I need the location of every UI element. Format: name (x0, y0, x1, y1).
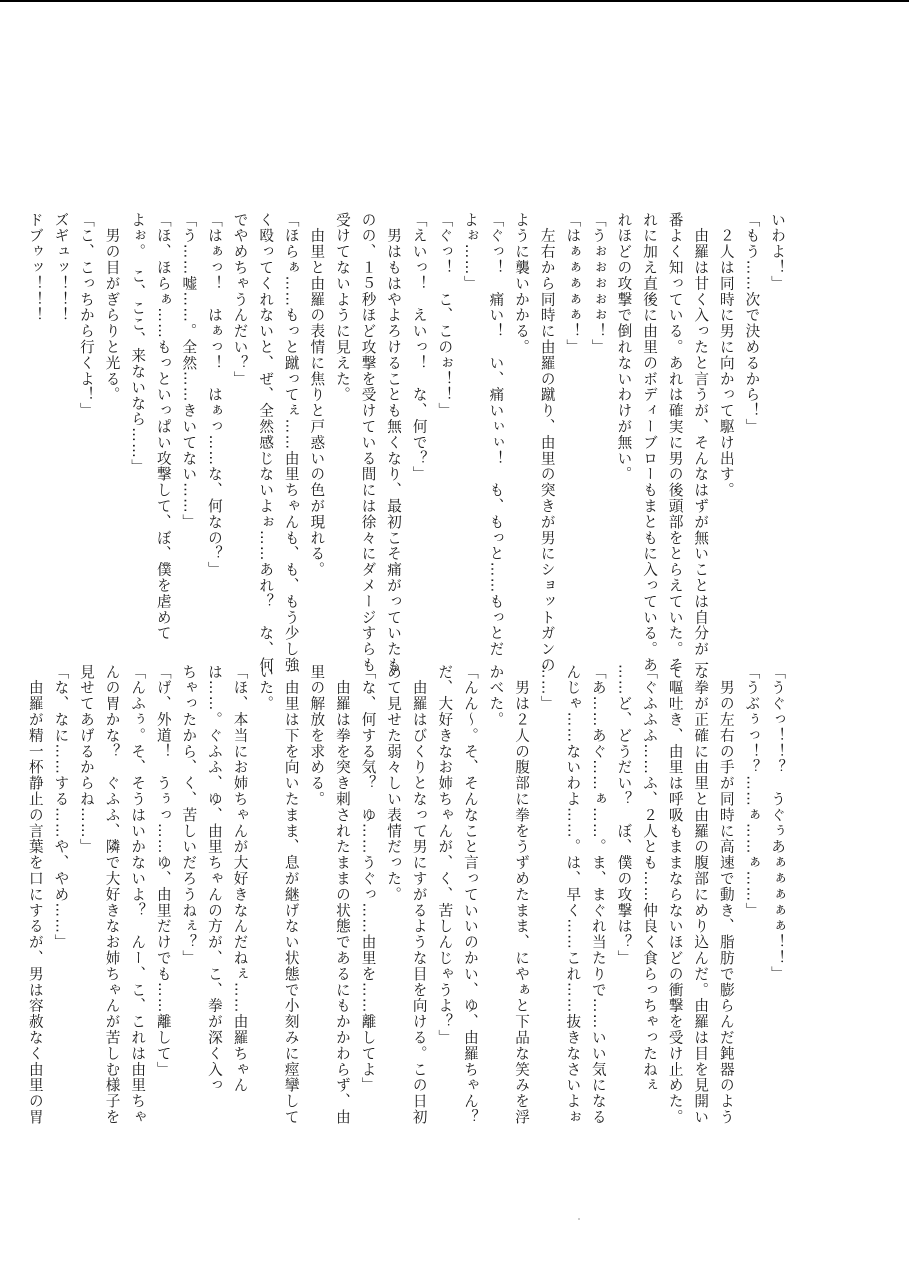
text-line: 「あ……あぐ……ぁ……。ま、まぐれ当たりで……いい気になる (589, 664, 607, 1126)
text-line: 番よく知っている。あれは確実に男の後頭部をとらえていた。そ (666, 212, 684, 674)
text-line: 「ほ、ほらぁ……もっといっぱい攻撃して、ぼ、僕を虐めて (154, 212, 172, 642)
text-line: 男は２人の腹部に拳をうずめたまま、にやぁと下品な笑みを浮 (513, 664, 531, 1126)
text-line: 男の目がぎらりと光る。 (103, 212, 121, 403)
text-line: めて見せた弱々しい表情だった。 (385, 664, 403, 903)
text-line: 見せてあげるからね……」 (77, 664, 95, 855)
text-line: ズギュッ！！！ (52, 212, 70, 324)
text-line: 「ほらぁ……もっと蹴ってぇ……由里ちゃんも、も、もう少し強 (282, 212, 300, 674)
text-line: ２人は同時に男に向かって駆け出す。 (717, 212, 735, 499)
text-line: でやめちゃうんだい？」 (231, 212, 249, 387)
text-line: 「もう……次で決めるから！」 (743, 212, 761, 435)
text-line: ……」 (538, 664, 556, 712)
text-line: 「う……嘘……。全然……きいてない……」 (180, 212, 198, 530)
text-line: 「えいっ！ えいっ！ な、何で？」 (410, 212, 428, 483)
text-line: 「な、何する気？ ゆ……うぐっ……由里を……離してよ」 (359, 664, 377, 1094)
text-line: よぉ。 こ、ここ、来ないなら……」 (129, 212, 147, 475)
text-line: 「ぐふふふ……ふ、２人とも……仲良く食らっちゃったねぇ (641, 664, 659, 1094)
text-line: 男の左右の手が同時に高速で動き、脂肪で膨らんだ鈍器のよう (717, 664, 735, 1126)
lower-text-block (26, 664, 790, 1126)
text-line: んじゃ……ないわよ……。は、早く……これ……抜きなさいよぉ (564, 664, 582, 1126)
text-line: 「ぐっ！ こ、このぉ！！」 (436, 212, 454, 419)
text-line: 「ぐっ！ 痛い！ い、痛いぃぃ！ も、もっと……もっとだ (487, 212, 505, 658)
text-line: 左右から同時に由羅の蹴り、由里の突きが男にショットガンの (538, 212, 556, 674)
scan-top-edge-line (0, 0, 909, 2)
text-line: 由羅は甘く入ったと言うが、そんなはずが無いことは自分が一 (692, 212, 710, 674)
text-line: 男はもはやよろけることも無くなり、最初こそ痛がっていたも (385, 212, 403, 674)
text-line: 由里は下を向いたまま、息が継げない状態で小刻みに痙攣して (282, 664, 300, 1126)
text-line: 「はぁぁぁぁぁ！」 (564, 212, 582, 356)
text-line: ……ど、どうだい？ ぼ、僕の攻撃は？」 (615, 664, 633, 967)
text-line: 「うぉぉぉぉぉ！」 (589, 212, 607, 356)
text-line: ように襲いかかる。 (513, 212, 531, 356)
text-line: 里の解放を求める。 (308, 664, 326, 808)
text-line: 受けてないように見えた。 (333, 212, 351, 403)
text-line: 由羅が精一杯静止の言葉を口にするが、男は容赦なく由里の胃 (26, 664, 44, 1126)
text-line: な拳が正確に由里と由羅の腹部にめり込んだ。由羅は目を見開い (692, 664, 710, 1126)
text-line: 「な、なに……する……や、やめ……」 (52, 664, 70, 951)
text-line: 「こ、こっちから行くよ！」 (77, 212, 95, 419)
text-line: 「うぶぅっ！？……ぁ……ぁ……」 (743, 664, 761, 919)
text-line: 「うぐっ！！？ うぐぅあぁぁぁぁぁ！！」 (769, 664, 786, 982)
text-line: 由羅はびくりとなって男にすがるような目を向ける。この日初 (410, 664, 428, 1126)
text-line: ちゃったから、く、苦しいだろうねぇ？」 (180, 664, 198, 967)
text-line: 由里と由羅の表情に焦りと戸惑いの色が現れる。 (308, 212, 326, 578)
text-line: 「んん～。そ、そんなこと言っていいのかい、ゆ、由羅ちゃん？ (461, 664, 479, 1126)
text-line: 「ほ、本当にお姉ちゃんが大好きなんだねぇ……由羅ちゃん (231, 664, 249, 1094)
text-line: 「んふぅ。そ、そうはいかないよ？ んー、こ、これは由里ちゃ (129, 664, 147, 1126)
text-line: ドブゥッ！！！ (26, 212, 44, 324)
text-line: んの胃かな？ ぐふふ、隣で大好きなお姉ちゃんが苦しむ様子を (103, 664, 121, 1126)
text-line: て嘔吐き、由里は呼吸もままならないほどの衝撃を受け止めた。 (666, 664, 684, 1126)
text-line: いた。 (257, 664, 275, 712)
text-line: れに加え直後に由里のボディーブローもまともに入っている。あ (641, 212, 659, 674)
text-line: いわよ！」 (769, 212, 786, 292)
text-line: だ、大好きなお姉ちゃんが、く、苦しんじゃうよ？」 (436, 664, 454, 1046)
upper-text-block (26, 212, 790, 674)
scan-speck (578, 1218, 580, 1220)
text-line: れほどの攻撃で倒れないわけが無い。 (615, 212, 633, 483)
text-line: のの、１５秒ほど攻撃を受けている間には徐々にダメージすらも (359, 212, 377, 674)
text-line: く殴ってくれないと、ぜ、全然感じないよぉ……あれ？ な、何 (257, 212, 275, 674)
text-line: よぉ……」 (461, 212, 479, 292)
text-line: 「はぁっ！ はぁっ！ はぁっ……な、何なの？」 (205, 212, 223, 578)
text-line: かべた。 (487, 664, 505, 728)
text-line: は……。ぐふふ、ゆ、由里ちゃんの方が、こ、拳が深く入っ (205, 664, 223, 1094)
text-line: 「げ、外道！ うぅっ……ゆ、由里だけでも……離して」 (154, 664, 172, 1078)
text-line: 由羅は拳を突き刺されたままの状態であるにもかかわらず、由 (333, 664, 351, 1126)
